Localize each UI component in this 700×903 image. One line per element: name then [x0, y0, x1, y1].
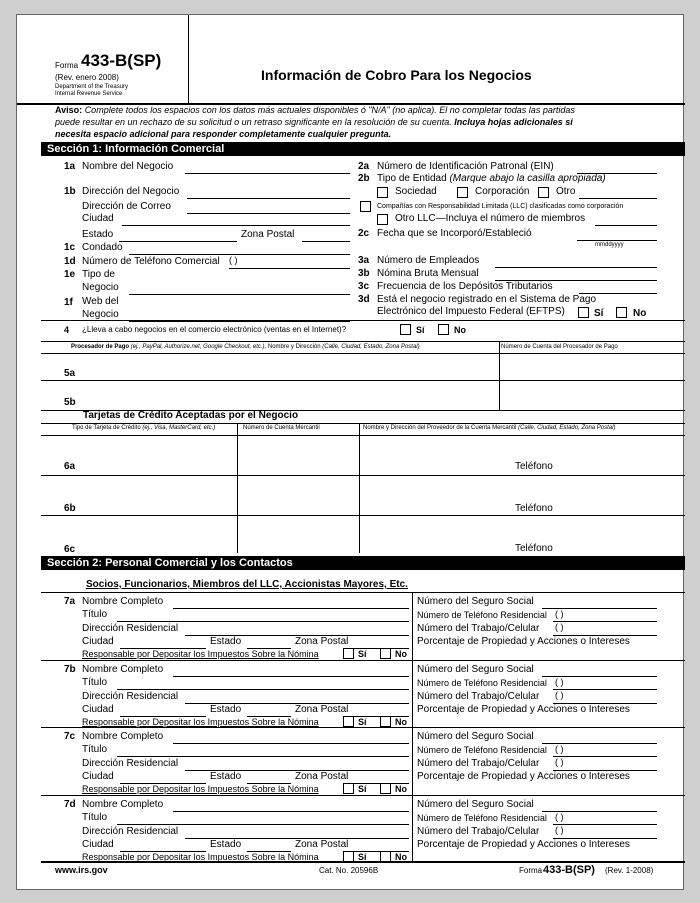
processor-table-top	[41, 341, 685, 342]
payroll-no-checkbox[interactable]	[380, 716, 391, 727]
agency-name: Internal Revenue Service	[55, 91, 123, 97]
business-phone-parens: ( )	[229, 255, 238, 265]
ownership-percentage-label: Porcentaje de Propiedad y Acciones o Intereses	[417, 771, 630, 782]
item-2a-number: 2a	[358, 161, 370, 172]
payroll-responsible-label: Responsable por Depositar los Impuestos Sobre la Nómina	[82, 649, 319, 659]
home-address-label: Dirección Residencial	[82, 623, 179, 634]
ein-label: Número de Identificación Patronal (EIN)	[377, 161, 554, 172]
section2-heading: Sección 2: Personal Comercial y los Contactos	[41, 556, 685, 570]
footer-revision: (Rev. 1-2008)	[605, 866, 654, 875]
home-phone-label: Número de Teléfono Residencial	[417, 610, 547, 620]
payroll-responsible-label: Responsable por Depositar los Impuestos Sobre la Nómina	[82, 716, 319, 727]
department-name: Department of the Treasury	[55, 84, 129, 90]
zip-label: Zona Postal	[295, 636, 349, 647]
item-2c-number: 2c	[358, 228, 370, 239]
city-label: Ciudad	[82, 703, 114, 715]
cards-col-divider-2	[359, 423, 360, 553]
otro-label: Otro	[556, 186, 576, 197]
payroll-no-label: No	[395, 716, 407, 727]
home-phone-parens: ( )	[555, 811, 564, 822]
title-label: Título	[82, 744, 108, 755]
employees-field[interactable]	[495, 267, 657, 268]
eftps-no-checkbox[interactable]	[616, 307, 627, 318]
state-label: Estado	[82, 229, 114, 240]
eftps-yes-checkbox[interactable]	[578, 307, 589, 318]
person-number: 7a	[64, 596, 76, 607]
state-label: Estado	[210, 703, 242, 715]
employees-label: Número de Empleados	[377, 255, 480, 266]
processor-account-header: Número de Cuenta del Procesador de Pago	[501, 344, 618, 350]
card-row-6b[interactable]	[41, 515, 685, 516]
notice-line-1: Aviso: Complete todos los espacios con los datos más actuales disponibles ó "N/A" (no aplica). El no completar todas las partidas	[55, 105, 575, 115]
item-5a-number: 5a	[64, 368, 76, 379]
zip-label: Zona Postal	[295, 771, 349, 782]
ssn-label: Número del Seguro Social	[417, 663, 534, 675]
payroll-yes-checkbox[interactable]	[343, 648, 354, 659]
zip-label: Zona Postal	[241, 229, 295, 240]
payroll-yes-label: Sí	[358, 784, 367, 794]
title-field[interactable]	[117, 689, 409, 690]
card-type-header: Tipo de Tarjeta de Crédito (ej., Visa, MasterCard, etc.)	[72, 425, 216, 431]
state-field[interactable]	[119, 241, 237, 242]
card-row-6a[interactable]	[41, 475, 685, 476]
website-label-1: Web del	[82, 296, 119, 307]
work-phone-label: Número del Trabajo/Celular	[417, 623, 540, 634]
website-field[interactable]	[129, 321, 350, 322]
person-block-divider	[41, 727, 685, 728]
ssn-label: Número del Seguro Social	[417, 596, 534, 607]
date-established-field[interactable]	[577, 240, 657, 241]
footer-form-number: 433-B(SP)	[543, 864, 595, 876]
title-field[interactable]	[117, 824, 409, 825]
work-phone-label: Número del Trabajo/Celular	[417, 690, 540, 702]
deposit-frequency-label: Frecuencia de los Depósitos Tributarios	[377, 281, 553, 292]
ssn-label: Número del Seguro Social	[417, 798, 534, 810]
merchant-account-header: Número de Cuenta Mercantil	[243, 425, 320, 431]
state-label: Estado	[210, 771, 242, 782]
item-3a-number: 3a	[358, 255, 370, 266]
item-6a-number: 6a	[64, 461, 76, 472]
full-name-label: Nombre Completo	[82, 731, 164, 742]
home-phone-label: Número de Teléfono Residencial	[417, 677, 547, 688]
home-phone-parens: ( )	[555, 676, 564, 687]
cards-header-rule	[41, 435, 685, 436]
title-label: Título	[82, 676, 108, 688]
city-label: Ciudad	[82, 838, 114, 850]
website-label-2: Negocio	[82, 309, 119, 320]
work-phone-parens: ( )	[555, 689, 564, 700]
home-phone-label: Número de Teléfono Residencial	[417, 745, 547, 755]
home-address-label: Dirección Residencial	[82, 690, 179, 702]
payroll-no-checkbox[interactable]	[380, 851, 391, 862]
county-field[interactable]	[129, 254, 350, 255]
ownership-percentage-label: Porcentaje de Propiedad y Acciones o Intereses	[417, 703, 630, 715]
ecommerce-yes-label: Sí	[416, 325, 425, 335]
sociedad-checkbox[interactable]	[377, 187, 388, 198]
section2-subtitle-rule	[41, 592, 685, 593]
payroll-no-label: No	[395, 649, 407, 659]
catalog-number: Cat. No. 20596B	[319, 866, 379, 875]
business-name-label: Nombre del Negocio	[82, 161, 174, 172]
ownership-percentage-label: Porcentaje de Propiedad y Acciones o Intereses	[417, 636, 630, 647]
title-field[interactable]	[117, 621, 409, 622]
date-established-label: Fecha que se Incorporó/Estableció	[377, 228, 532, 239]
payroll-yes-label: Sí	[358, 851, 367, 862]
payroll-no-label: No	[395, 784, 407, 794]
zip-label: Zona Postal	[295, 703, 349, 715]
payroll-no-checkbox[interactable]	[380, 648, 391, 659]
person-number: 7d	[64, 798, 76, 810]
payroll-yes-checkbox[interactable]	[343, 716, 354, 727]
ownership-percentage-label: Porcentaje de Propiedad y Acciones o Intereses	[417, 838, 630, 850]
cards-col-divider-1	[237, 423, 238, 553]
item-1c-number: 1c	[64, 242, 76, 253]
city-label: Ciudad	[82, 636, 114, 647]
item-3c-number: 3c	[358, 281, 370, 292]
person-block-divider	[41, 795, 685, 796]
revision-date: (Rev. enero 2008)	[55, 73, 119, 82]
home-phone-label: Número de Teléfono Residencial	[417, 812, 547, 823]
home-phone-field[interactable]	[553, 621, 657, 622]
ssn-label: Número del Seguro Social	[417, 731, 534, 742]
home-phone-parens: ( )	[555, 609, 564, 619]
item-5b-number: 5b	[64, 397, 76, 408]
item-1b-number: 1b	[64, 186, 76, 197]
county-label: Condado	[82, 242, 123, 253]
ecommerce-yes-checkbox[interactable]	[400, 324, 411, 335]
payroll-responsible-label: Responsable por Depositar los Impuestos Sobre la Nómina	[82, 851, 319, 862]
business-type-label-1: Tipo de	[82, 269, 115, 280]
city-field[interactable]	[122, 225, 350, 226]
forma-label: Forma	[55, 61, 79, 70]
home-phone-parens: ( )	[555, 744, 564, 754]
full-name-label: Nombre Completo	[82, 798, 164, 810]
person-number: 7c	[64, 731, 76, 742]
form-number: 433-B(SP)	[81, 51, 162, 70]
eftps-yes-label: Sí	[594, 308, 604, 319]
date-format-hint: mmddyyyy	[595, 242, 624, 248]
eftps-label-2: Electrónico del Impuesto Federal (EFTPS)	[377, 306, 565, 317]
item-3d-number: 3d	[358, 294, 370, 305]
business-address-field[interactable]	[187, 198, 350, 199]
item-1d-number: 1d	[64, 256, 76, 267]
ecommerce-no-checkbox[interactable]	[438, 324, 449, 335]
business-phone-field[interactable]	[229, 268, 350, 269]
processor-column-divider	[499, 341, 500, 411]
state-label: Estado	[210, 636, 242, 647]
full-name-field[interactable]	[173, 743, 409, 744]
item-1f-number: 1f	[64, 297, 73, 308]
work-phone-parens: ( )	[555, 757, 564, 767]
item-4-number: 4	[64, 325, 70, 335]
llc-members-field[interactable]	[595, 225, 657, 226]
payroll-yes-checkbox[interactable]	[343, 851, 354, 862]
sociedad-label: Sociedad	[395, 186, 437, 197]
otro-field[interactable]	[579, 198, 657, 199]
payroll-no-checkbox[interactable]	[380, 783, 391, 794]
business-name-field[interactable]	[185, 173, 350, 174]
notice-line-2: puede resultar en un rechazo de su solicitud o un retraso significante en la resolución de su cuenta. Incluya hojas adicionales si	[55, 117, 573, 127]
item4-top-rule	[41, 320, 685, 321]
footer-forma-label: Forma	[519, 866, 543, 875]
mailing-address-field[interactable]	[187, 213, 350, 214]
otro-llc-label: Otro LLC—Incluya el número de miembros	[395, 213, 586, 224]
processor-row-5a[interactable]	[41, 380, 685, 381]
ecommerce-no-label: No	[454, 325, 466, 335]
footer-rule	[41, 861, 685, 863]
full-name-field[interactable]	[173, 608, 409, 609]
card-6b-phone-label: Teléfono	[515, 503, 553, 514]
business-type-field[interactable]	[129, 294, 350, 295]
ecommerce-question: ¿Lleva a cabo negocios en el comercio electrónico (ventas en el Internet)?	[82, 325, 347, 334]
item-2b-number: 2b	[358, 173, 370, 184]
cards-table-top	[41, 423, 685, 424]
home-address-label: Dirección Residencial	[82, 825, 179, 837]
item-3b-number: 3b	[358, 268, 370, 279]
card-6c-phone-label: Teléfono	[515, 543, 553, 554]
business-phone-label: Número de Teléfono Comercial	[82, 256, 220, 267]
form-title: Información de Cobro Para los Negocios	[261, 67, 532, 83]
llc-corporation-label: Compañías con Responsabilidad Limitada (LLC) clasificadas como corporación	[377, 203, 624, 210]
home-phone-field[interactable]	[553, 824, 657, 825]
card-6a-phone-label: Teléfono	[515, 461, 553, 472]
entity-type-label: Tipo de Entidad (Marque abajo la casilla apropiada)	[377, 173, 606, 184]
section1-heading: Sección 1: Información Comercial	[41, 142, 685, 156]
notice-line-3: necesita espacio adicional para responder completamente cualquier pregunta.	[55, 129, 392, 139]
zip-field[interactable]	[302, 241, 350, 242]
work-phone-label: Número del Trabajo/Celular	[417, 825, 540, 837]
credit-cards-title: Tarjetas de Crédito Aceptadas por el Negocio	[83, 410, 299, 421]
item-6b-number: 6b	[64, 503, 76, 514]
home-phone-field[interactable]	[553, 689, 657, 690]
person-block-divider	[41, 660, 685, 661]
title-label: Título	[82, 609, 108, 620]
otro-llc-checkbox[interactable]	[377, 214, 388, 225]
title-field[interactable]	[117, 756, 409, 757]
processor-header: Procesador de Pago (ej., PayPal, Authorize.net, Google Checkout, etc.), Nombre y Dirección (Calle, Ciudad, Estado, Zona Postal)	[71, 344, 420, 350]
payroll-responsible-label: Responsable por Depositar los Impuestos Sobre la Nómina	[82, 784, 319, 794]
zip-label: Zona Postal	[295, 838, 349, 850]
payroll-yes-label: Sí	[358, 716, 367, 727]
payroll-yes-checkbox[interactable]	[343, 783, 354, 794]
full-name-field[interactable]	[173, 676, 409, 677]
business-type-label-2: Negocio	[82, 282, 119, 293]
mailing-address-label: Dirección de Correo	[82, 201, 171, 212]
work-phone-label: Número del Trabajo/Celular	[417, 758, 540, 769]
person-number: 7b	[64, 663, 76, 675]
home-phone-field[interactable]	[553, 756, 657, 757]
processor-header-rule	[41, 353, 685, 354]
irs-website: www.irs.gov	[55, 865, 108, 875]
section2-subtitle: Socios, Funcionarios, Miembros del LLC, Accionistas Mayores, Etc.	[86, 579, 408, 590]
city-label: Ciudad	[82, 213, 114, 224]
gross-payroll-label: Nómina Bruta Mensual	[377, 268, 479, 279]
corporacion-label: Corporación	[475, 186, 530, 197]
home-address-label: Dirección Residencial	[82, 758, 179, 769]
item-6c-number: 6c	[64, 544, 76, 555]
full-name-label: Nombre Completo	[82, 663, 164, 675]
item-1a-number: 1a	[64, 161, 76, 172]
form-page	[16, 14, 684, 890]
payroll-no-label: No	[395, 851, 407, 862]
otro-checkbox[interactable]	[538, 187, 549, 198]
merchant-provider-header: Nombre y Dirección del Proveedor de la Cuenta Mercantil (Calle, Ciudad, Estado, Zona Postal)	[363, 425, 616, 431]
corporacion-checkbox[interactable]	[457, 187, 468, 198]
city-label: Ciudad	[82, 771, 114, 782]
work-phone-parens: ( )	[555, 622, 564, 632]
llc-corporation-checkbox[interactable]	[360, 201, 371, 212]
state-label: Estado	[210, 838, 242, 850]
eftps-no-label: No	[633, 308, 647, 319]
item-1e-number: 1e	[64, 269, 76, 280]
title-label: Título	[82, 811, 108, 823]
work-phone-parens: ( )	[555, 824, 564, 835]
full-name-field[interactable]	[173, 811, 409, 812]
payroll-yes-label: Sí	[358, 649, 367, 659]
eftps-label-1: Está el negocio registrado en el Sistema de Pago	[377, 294, 597, 305]
business-address-label: Dirección del Negocio	[82, 186, 180, 197]
full-name-label: Nombre Completo	[82, 596, 164, 607]
